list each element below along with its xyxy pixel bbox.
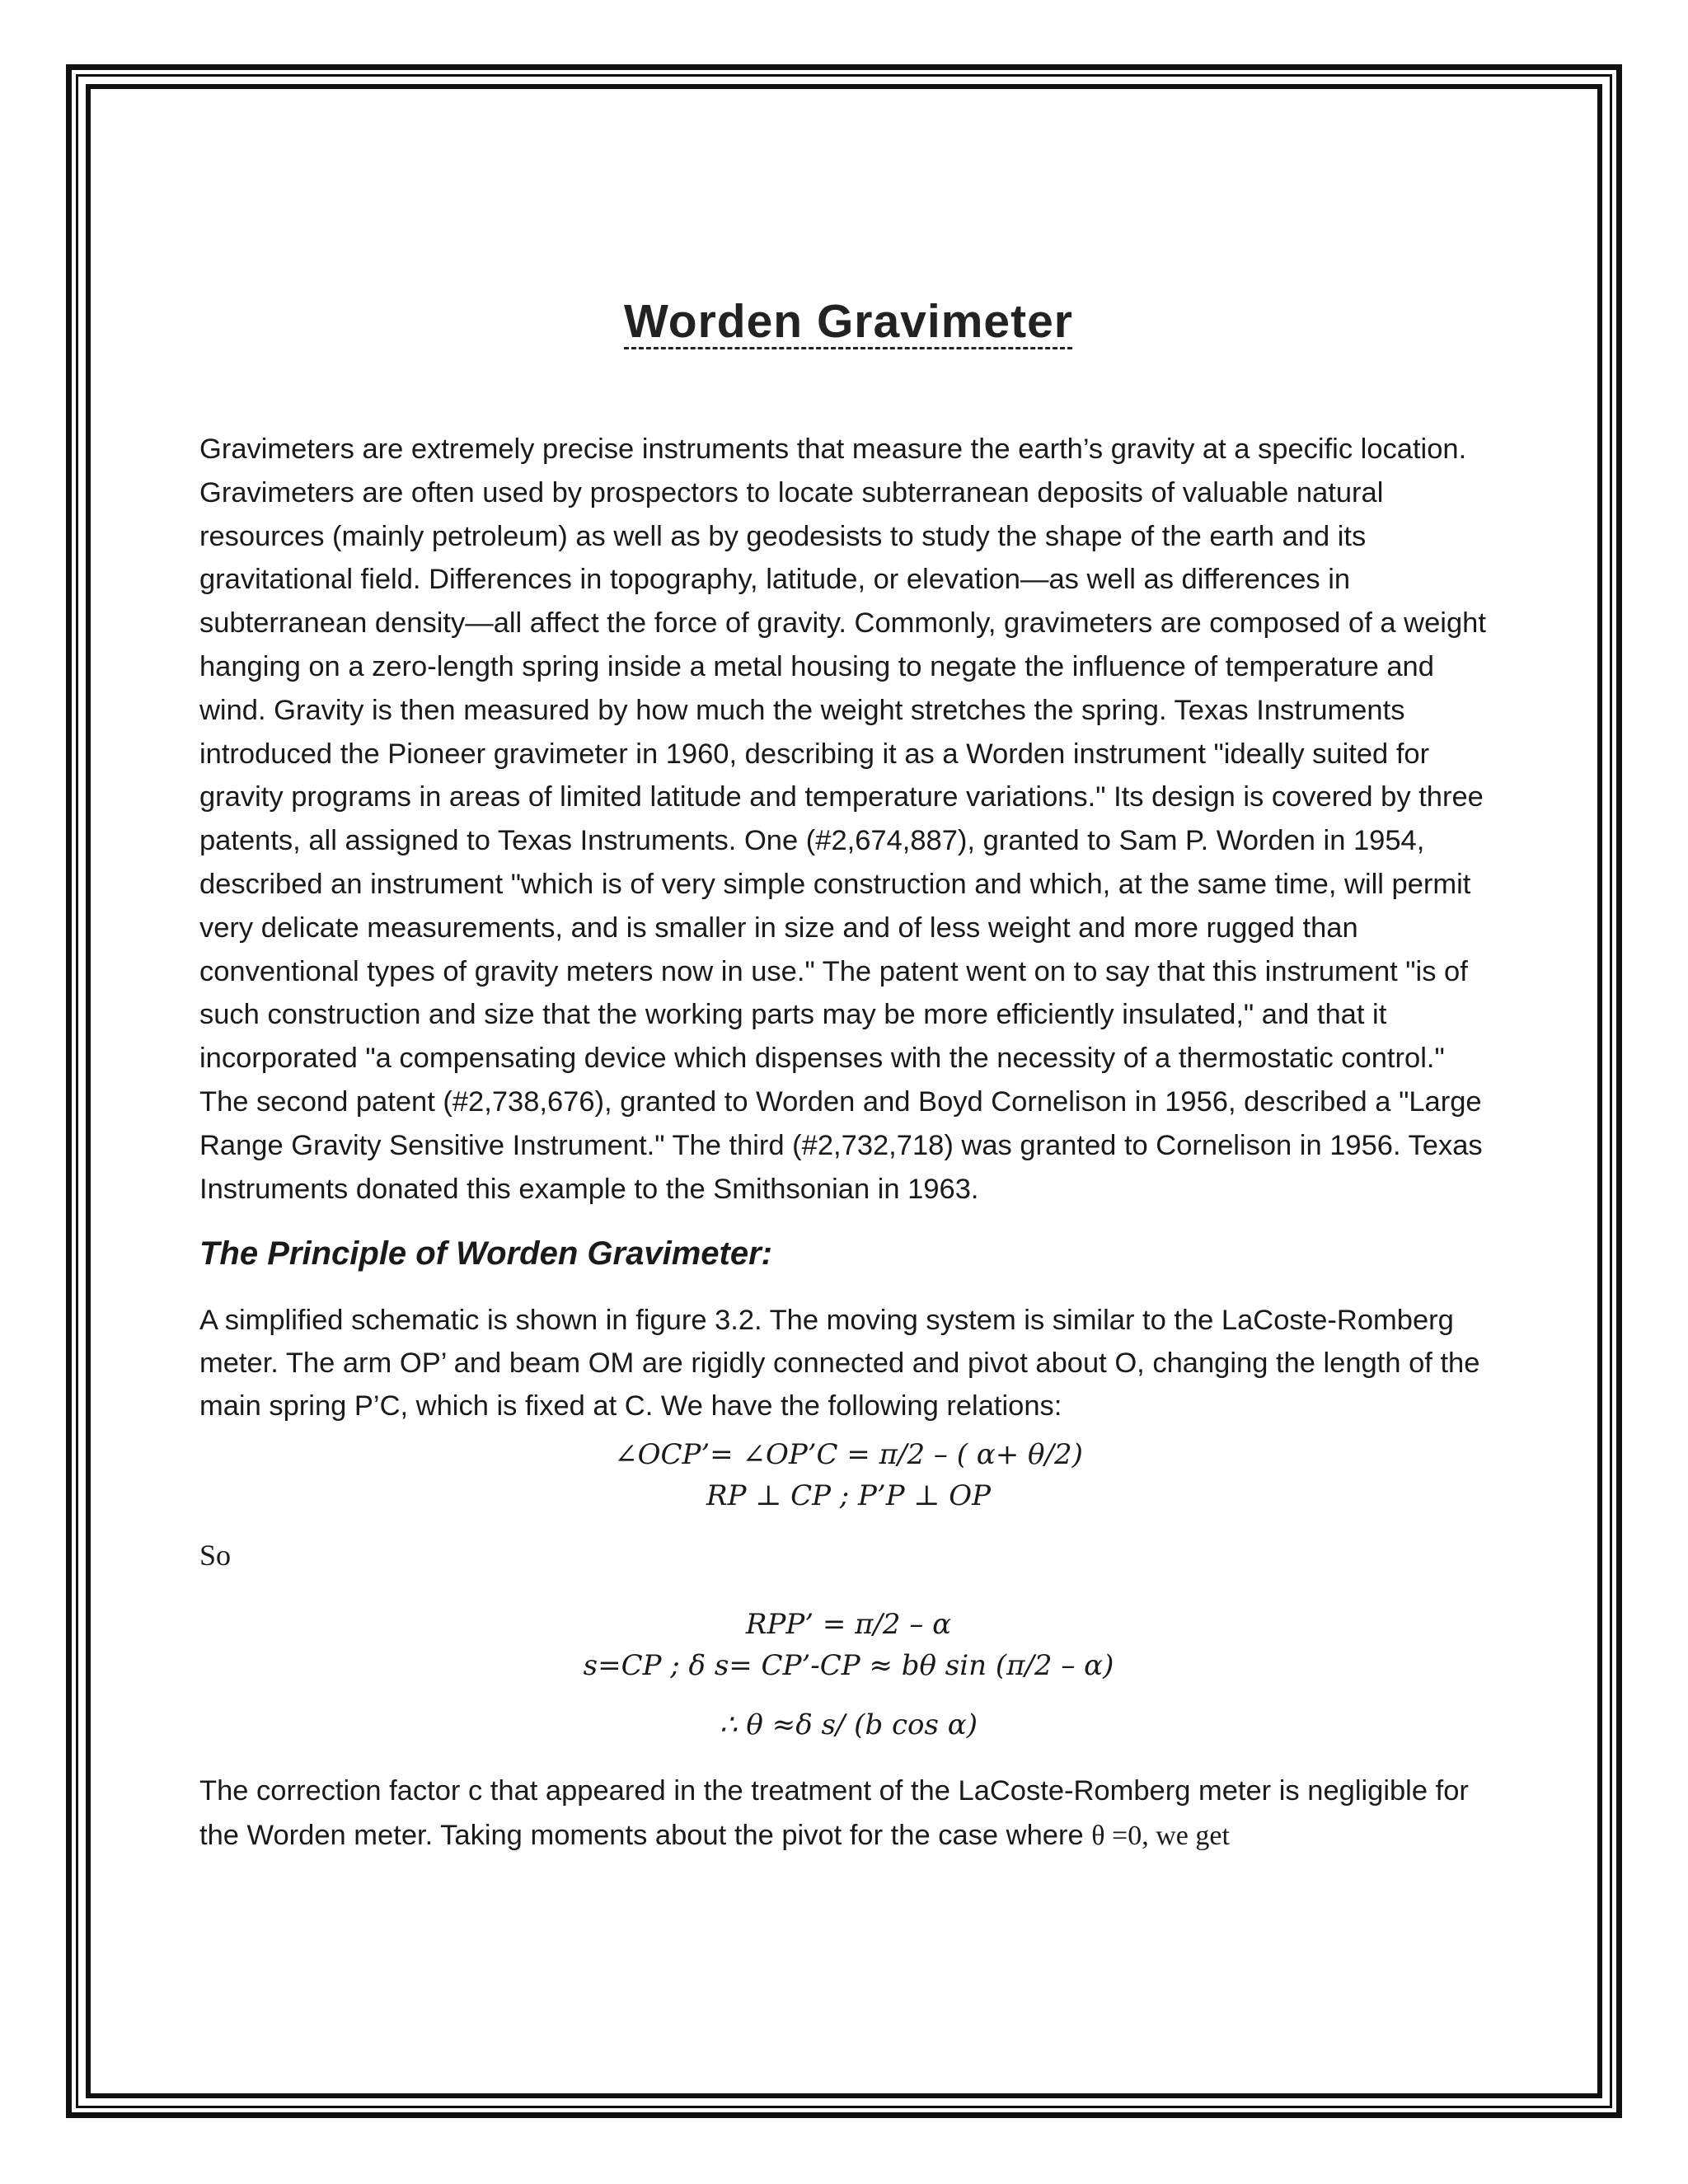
page-title-text: Worden Gravimeter [624,295,1073,348]
closing-paragraph-text: The correction factor c that appeared in the treatment of the LaCoste-Romberg meter is negligible for the Worden meter. Taking moments about the pivot for the case where [199,1775,1469,1852]
equation-group-1 [199,1434,1498,1516]
equation-group-2 [199,1604,1498,1686]
so-label: So [199,1539,232,1572]
page-title [199,293,1498,350]
section-heading: The Principle of Worden Gravimeter: [199,1235,772,1272]
document-body [199,293,1498,1858]
closing-paragraph [199,1769,1498,1858]
equation-angle-relation: ∠OCP’= ∠OP’C = π/2 – ( α+ θ/2) [614,1438,1083,1472]
equation-rpp-angle: RPP’ = π/2 – α [745,1608,952,1642]
principle-paragraph: A simplified schematic is shown in figure 3.2. The moving system is similar to the LaCoste-Romberg meter. The arm OP’ and beam OM are rigidly connected and pivot about O, changing the length of the main spring P’C, which is fixed at C. We have the following relations: [199,1305,1480,1422]
equation-spring-extension: s=CP ; δ s= CP’-CP ≈ bθ sin (π/2 – α) [583,1649,1114,1683]
equation-perpendicular-relation: RP ⊥ CP ; P’P ⊥ OP [706,1479,991,1513]
intro-paragraph: Gravimeters are extremely precise instruments that measure the earth’s gravity at a specific location. Gravimeters are often used by prospectors to locate subterranean deposits of valuable natural resources (mainly petroleum) as well as by geodesists to study the shape of the earth and its gravitational field. Differences in topography, latitude, or elevation—as well as differences in subterranean density—all affect the force of gravity. Commonly, gravimeters are composed of a weight hanging on a zero-length spring inside a metal housing to negate the influence of temperature and wind. Gravity is then measured by how much the weight stretches the spring. Texas Instruments introduced the Pioneer gravimeter in 1960, describing it as a Worden instrument "ideally suited for gravity programs in areas of limited latitude and temperature variations." Its design is covered by three patents, all assigned to Texas Instruments. One (#2,674,887), granted to Sam P. Worden in 1954, described an instrument "which is of very simple construction and which, at the same time, will permit very delicate measurements, and is smaller in size and of less weight and more rugged than conventional types of gravity meters now in use." The patent went on to say that this instrument "is of such construction and size that the working parts may be more efficiently insulated," and that it incorporated "a compensating device which dispenses with the necessity of a thermostatic control." The second patent (#2,738,676), granted to Worden and Boyd Cornelison in 1956, described a "Large Range Gravity Sensitive Instrument." The third (#2,732,718) was granted to Cornelison in 1956. Texas Instruments donated this example to the Smithsonian in 1963. [199,434,1486,1205]
equation-theta-result: ∴ θ ≈δ s/ (b cos α) [719,1708,978,1742]
closing-paragraph-tail: θ =0, we get [1091,1821,1230,1852]
